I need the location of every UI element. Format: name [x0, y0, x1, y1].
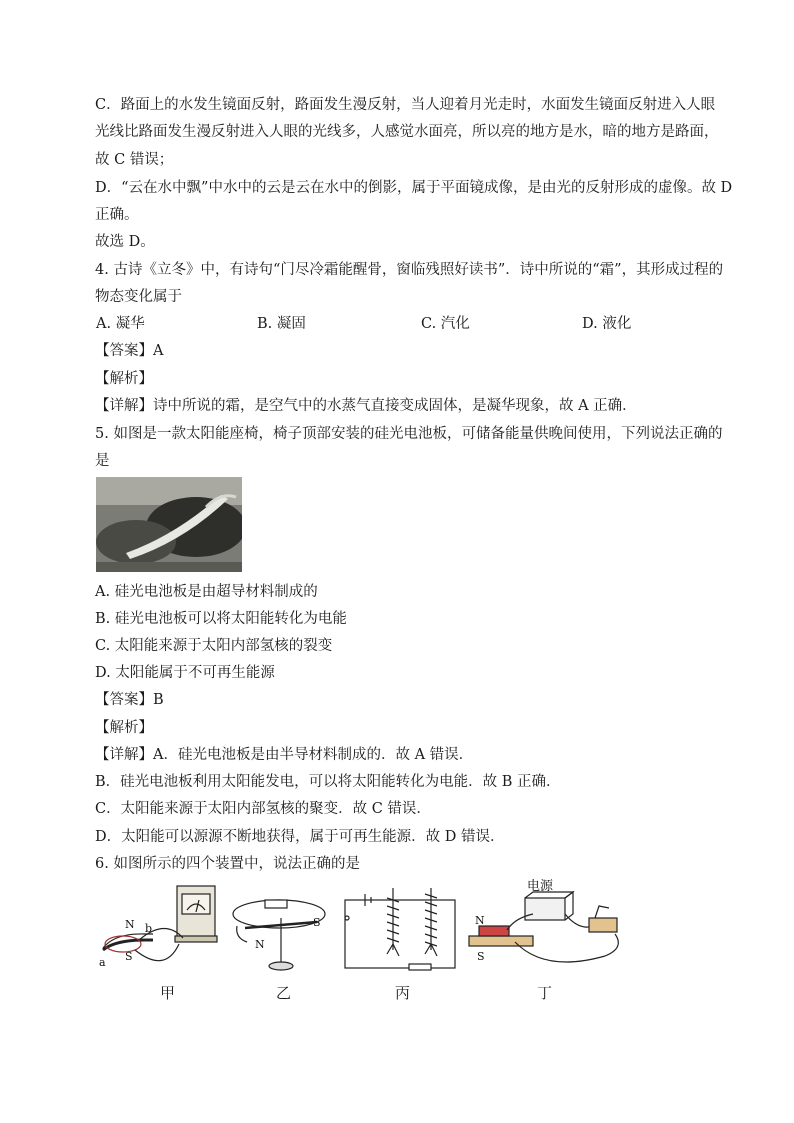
figure-yi-diagram: [233, 900, 325, 970]
label-b: b: [145, 922, 153, 935]
figure-jia-diagram: [103, 886, 217, 961]
label-s: S: [313, 916, 321, 929]
q6-figures: [95, 878, 635, 1008]
q5-detail-line: 【详解】A．硅光电池板是由半导材料制成的．故 A 错误．: [95, 747, 474, 763]
text-line: 故选 D。: [95, 234, 155, 250]
text-line: D．“云在水中飘”中水中的云是云在水中的倒影，属于平面镜成像，是由光的反射形成的虚像。故 D: [95, 180, 733, 196]
q4-option-b: B. 凝固: [257, 316, 306, 332]
text-line: 故 C 错误；: [95, 152, 174, 168]
q4-option-a: A. 凝华: [96, 316, 145, 332]
label-s: S: [477, 950, 485, 963]
q5-option-b: B. 硅光电池板可以将太阳能转化为电能: [95, 611, 347, 627]
question-4-stem: 物态变化属于: [95, 289, 182, 305]
label-a: a: [99, 956, 106, 969]
q5-option-a: A. 硅光电池板是由超导材料制成的: [95, 584, 318, 600]
figure-ding-diagram: [469, 892, 618, 962]
solar-chair-photo: [96, 477, 242, 572]
caption-bing: 丙: [395, 984, 411, 1002]
figure-bing-diagram: [345, 888, 455, 970]
label-n: N: [475, 914, 485, 927]
q5-detail-line: B．硅光电池板利用太阳能发电，可以将太阳能转化为电能．故 B 正确．: [95, 774, 561, 790]
q4-detail: 【详解】诗中所说的霜，是空气中的水蒸气直接变成固体，是凝华现象，故 A 正确．: [95, 398, 637, 414]
caption-ding: 丁: [537, 984, 553, 1002]
q4-answer: 【答案】A: [95, 343, 164, 359]
question-6-stem: 6. 如图所示的四个装置中，说法正确的是: [95, 856, 360, 872]
q5-answer: 【答案】B: [95, 692, 164, 708]
text-line: 光线比路面发生漫反射进入人眼的光线多，人感觉水面亮，所以亮的地方是水，暗的地方是路面，: [95, 124, 719, 140]
label-n: N: [255, 938, 265, 951]
q5-option-d: D. 太阳能属于不可再生能源: [95, 665, 275, 681]
q5-detail-line: D．太阳能可以源源不断地获得，属于可再生能源．故 D 错误．: [95, 829, 505, 845]
q5-option-c: C. 太阳能来源于太阳内部氢核的裂变: [95, 638, 333, 654]
q4-analysis-label: 【解析】: [95, 371, 153, 387]
q5-detail-line: C．太阳能来源于太阳内部氢核的聚变．故 C 错误．: [95, 801, 431, 817]
label-s: S: [125, 950, 133, 963]
caption-jia: 甲: [160, 984, 176, 1002]
label-n: N: [125, 918, 135, 931]
q5-analysis-label: 【解析】: [95, 720, 153, 736]
question-5-stem: 是: [95, 453, 110, 469]
q4-option-c: C. 汽化: [421, 316, 470, 332]
caption-yi: 乙: [276, 984, 292, 1002]
text-line: C．路面上的水发生镜面反射，路面发生漫反射，当人迎着月光走时，水面发生镜面反射进入人眼: [95, 97, 716, 113]
question-4-stem: 4. 古诗《立冬》中，有诗句“门尽冷霜能醒骨，窗临残照好读书”．诗中所说的“霜”，其形成过程的: [95, 262, 724, 278]
question-5-stem: 5. 如图是一款太阳能座椅，椅子顶部安装的硅光电池板，可储备能量供晚间使用，下列说法正确的: [95, 426, 723, 442]
text-line: 正确。: [95, 207, 139, 223]
q4-option-d: D. 液化: [582, 316, 632, 332]
label-power-source: 电源: [527, 879, 554, 894]
